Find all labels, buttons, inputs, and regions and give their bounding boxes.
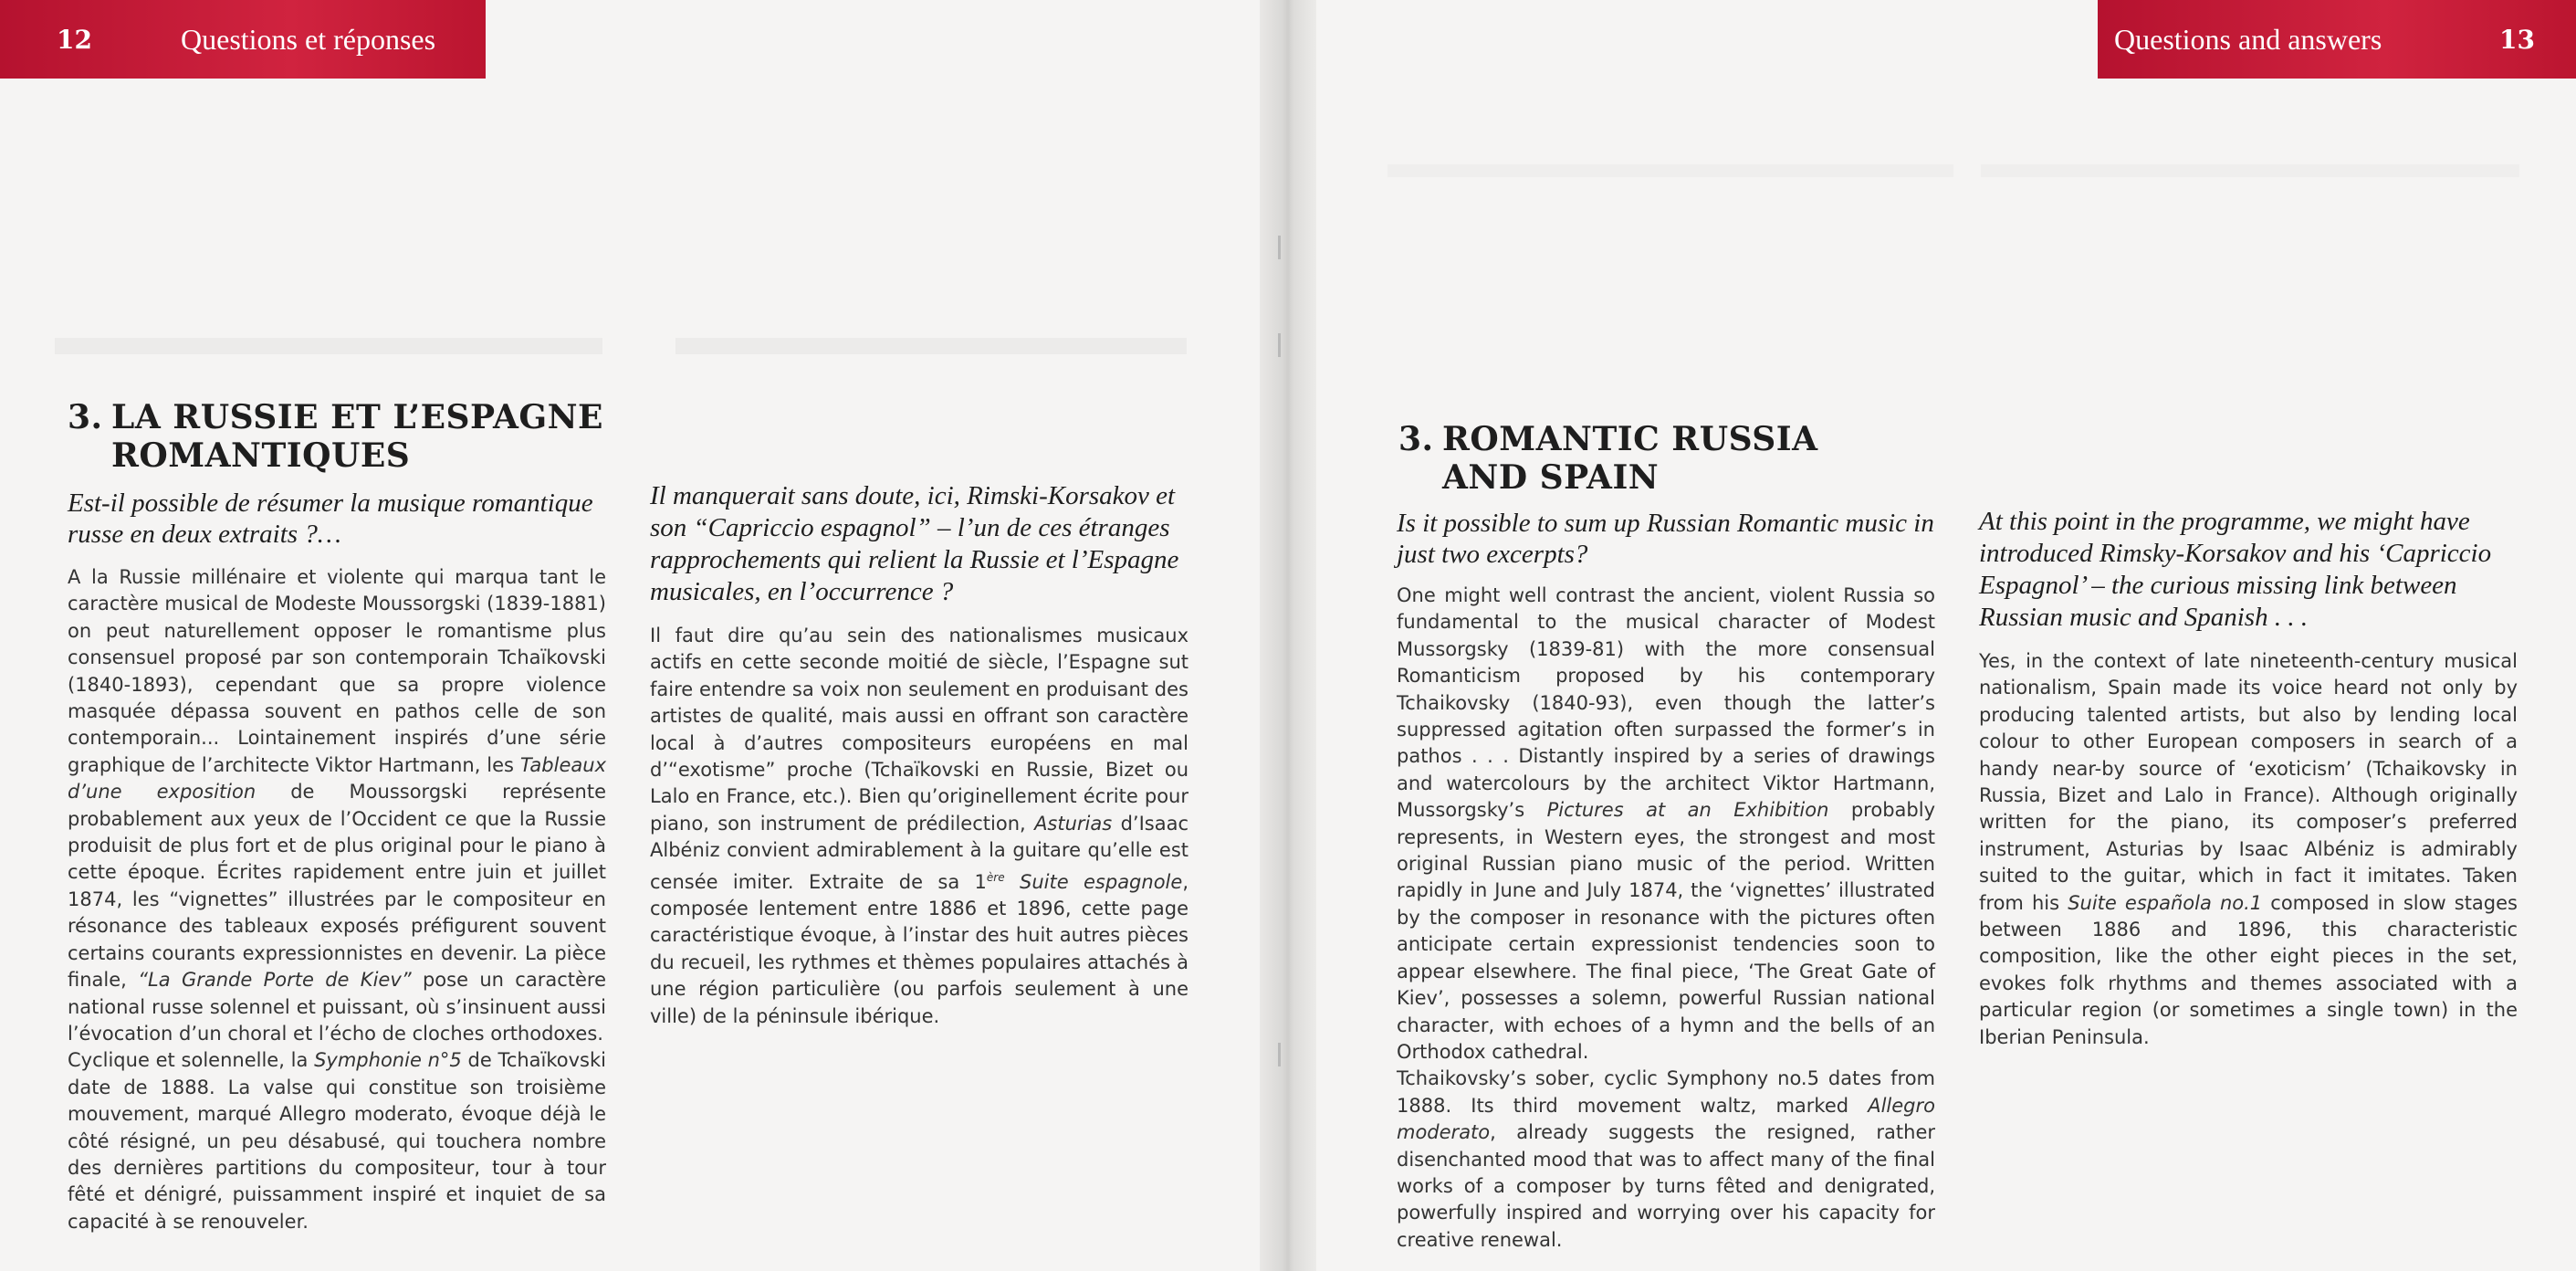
bleed-through-shadow: [1981, 164, 2519, 177]
work-title: Tableaux d’une exposition: [68, 753, 606, 804]
bleed-through-shadow: [1387, 164, 1953, 177]
staple-bottom: [1278, 1043, 1293, 1066]
left-column-1: [68, 488, 606, 1235]
work-title: Pictures at an Exhibition: [1546, 799, 1829, 822]
text-run: Yes, in the context of late nineteenth-century musical nationalism, Spain made its voice heard not only by producing talented artists, but also by lending local colour to other European composers in search of a handy near-by source of ‘exoticism’ (Tchaikovsky in Russia, Bizet and Lalo in France). Although originally written for the piano, its composer’s preferred instrument, Asturias by Isaac Albéniz is admirably suited to the guitar, which in fact it imitates. Taken from his: [1979, 650, 2518, 914]
question: Il manquerait sans doute, ici, Rimski-Korsakov et son “Capriccio espagnol” – l’un de ces étranges rapprochements qui relient la Russie et l’Espagne musicales, en l’occurrence ?: [650, 481, 1179, 606]
text-run: , composée lentement entre 1886 et 1896, cette page caractéristique évoque, à l’instar des huit autres pièces du recueil, les rythmes et thèmes populaires attachés à une région particulière (ou parfois seulement à une ville) de la péninsule ibérique.: [650, 870, 1189, 1027]
text-run: , already suggests the resigned, rather disenchanted mood that was to affect many of the final works of a composer by turns fêted and denigrated, powerfully inspired and worrying over his capacity for creative renewal.: [1397, 1121, 1935, 1251]
text-run: Il faut dire qu’au sein des nationalismes musicaux actifs en cette seconde moitié de siècle, l’Espagne sut faire entendre sa voix non seulement en produisant des artistes de qualité, mais aussi en offrant son caractère local à d’autres compositeurs européens en mal d’“exotisme” proche (Tchaïkovski en Russie, Bizet ou Lalo en France, etc.). Bien qu’originellement écrite pour piano, son instrument de prédilection,: [650, 625, 1189, 835]
bleed-through-shadow: [675, 338, 1187, 354]
running-header-title: Questions and answers: [2114, 22, 2382, 56]
right-header-band: [2098, 0, 2576, 79]
text-run: [1005, 871, 1020, 893]
text-run: probably represents, in Western eyes, the strongest and most original Russian piano music of the period. Written rapidly in June and July 1874, the ‘vignettes’ illustrated by the composer in resonance with the pictures often anticipate certain expressionist tendencies soon to appear elsewhere. The final piece, ‘The Great Gate of Kiev’, possesses a solemn, powerful Russian national character, with echoes of a hymn and the bells of an Orthodox cathedral.: [1397, 799, 1935, 1063]
work-title: Suite espagnole: [1020, 870, 1183, 893]
ordinal-suffix: ère: [986, 870, 1005, 884]
left-column-2: [650, 480, 1189, 1030]
text-run: One might well contrast the ancient, violent Russia so fundamental to the musical character of Modest Mussorgsky (1839-81) with the more consensual Romanticism proposed by his contemporary Tchaikovsky (1840-93), even though the latter’s suppressed agitation often surpassed the former’s in pathos . . . Distantly inspired by a series of drawings and watercolours by the architect Viktor Hartmann, Mussorgsky’s: [1397, 584, 1935, 822]
work-title: Symphonie n°5: [314, 1049, 462, 1072]
section-title-line2: ROMANTIQUES: [111, 436, 411, 475]
text-run: de Tchaïkovski date de 1888. La valse qui constitue son troisième mouvement, marqué Allegro moderato, évoque déjà le côté résigné, un peu désabusé, qui touchera nombre des dernières partitions du compositeur, tour à tour fêté et dénigré, puissamment inspiré et inquiet de sa capacité à se renouveler.: [68, 1049, 606, 1233]
text-run: Cyclique et solennelle, la: [68, 1049, 315, 1072]
paragraph: [650, 623, 1189, 1030]
section-heading: [1398, 420, 1964, 497]
book-gutter: [1260, 0, 1316, 1271]
staple-top: [1278, 236, 1293, 259]
question: Est-il possible de résumer la musique romantique russe en deux extraits ?…: [68, 488, 593, 549]
bleed-through-shadow: [55, 338, 602, 354]
work-title: “La Grande Porte de Kiev”: [138, 969, 412, 992]
question: Is it possible to sum up Russian Romantic music in just two excerpts?: [1397, 509, 1934, 569]
section-title-line1: LA RUSSIE ET L’ESPAGNE: [111, 398, 603, 436]
right-column-1: [1397, 508, 1935, 1254]
text-run: Tchaikovsky’s sober, cyclic Symphony no.5 dates from 1888. Its third movement waltz, marked: [1397, 1067, 1935, 1117]
right-column-2: [1979, 506, 2518, 1051]
paragraph: [1397, 1066, 1935, 1254]
tempo-marking: Allegro moderato: [1397, 1094, 1935, 1144]
paragraph: [68, 564, 606, 1047]
text-run: pose un caractère national russe solennel et puissant, où s’insinuent aussi l’évocation d’un choral et l’écho de cloches orthodoxes.: [68, 969, 606, 1045]
text-run: composed in slow stages between 1886 and 1896, this characteristic composition, like the other eight pieces in the set, evokes folk rhythms and themes associated with a particular region (or sometimes a single town) in the Iberian Peninsula.: [1979, 891, 2518, 1048]
text-run: d’Isaac Albéniz convient admirablement à la guitare qu’elle est censée imiter. Extraite de sa 1: [650, 812, 1189, 893]
text-run: A la Russie millénaire et violente qui marqua tant le caractère musical de Modeste Moussorgski (1839-1881) on peut naturellement opposer le romantisme plus consensuel proposé par son contemporain Tchaïkovski (1840-1893), cependant que sa propre violence masquée dépassa souvent en pathos celle de son contemporain... Lointainement inspirés d’une série graphique de l’architecte Viktor Hartmann, les: [68, 566, 606, 776]
left-header-band: [0, 0, 486, 79]
paragraph: [1397, 583, 1935, 1066]
section-title-line2: AND SPAIN: [1442, 458, 1660, 497]
section-heading: [68, 398, 634, 475]
section-title-line1: ROMANTIC RUSSIA: [1442, 420, 1818, 458]
page-number: 13: [2499, 24, 2535, 55]
paragraph: [1979, 648, 2518, 1051]
page-number: 12: [57, 24, 92, 55]
paragraph: [68, 1047, 606, 1235]
staple-middle: [1278, 333, 1293, 357]
section-number: 3.: [1398, 420, 1434, 458]
text-run: de Moussorgski représente probablement aux yeux de l’Occident ce que la Russie produisit de plus fort et de plus original pour le piano à cette époque. Écrites rapidement entre juin et juillet 1874, les “vignettes” illustrées par le compositeur en résonance des tableaux exposés préfigurent souvent certains courants expressionnistes en devenir. La pièce finale,: [68, 781, 607, 992]
question: At this point in the programme, we might have introduced Rimsky-Korsakov and his ‘Capriccio Espagnol’ – the curious missing link between Russian music and Spanish . . .: [1979, 507, 2492, 632]
work-title: Suite española no.1: [2068, 891, 2263, 914]
section-number: 3.: [68, 398, 103, 436]
work-title: Asturias: [1034, 812, 1113, 835]
running-header-title: Questions et réponses: [181, 22, 436, 56]
